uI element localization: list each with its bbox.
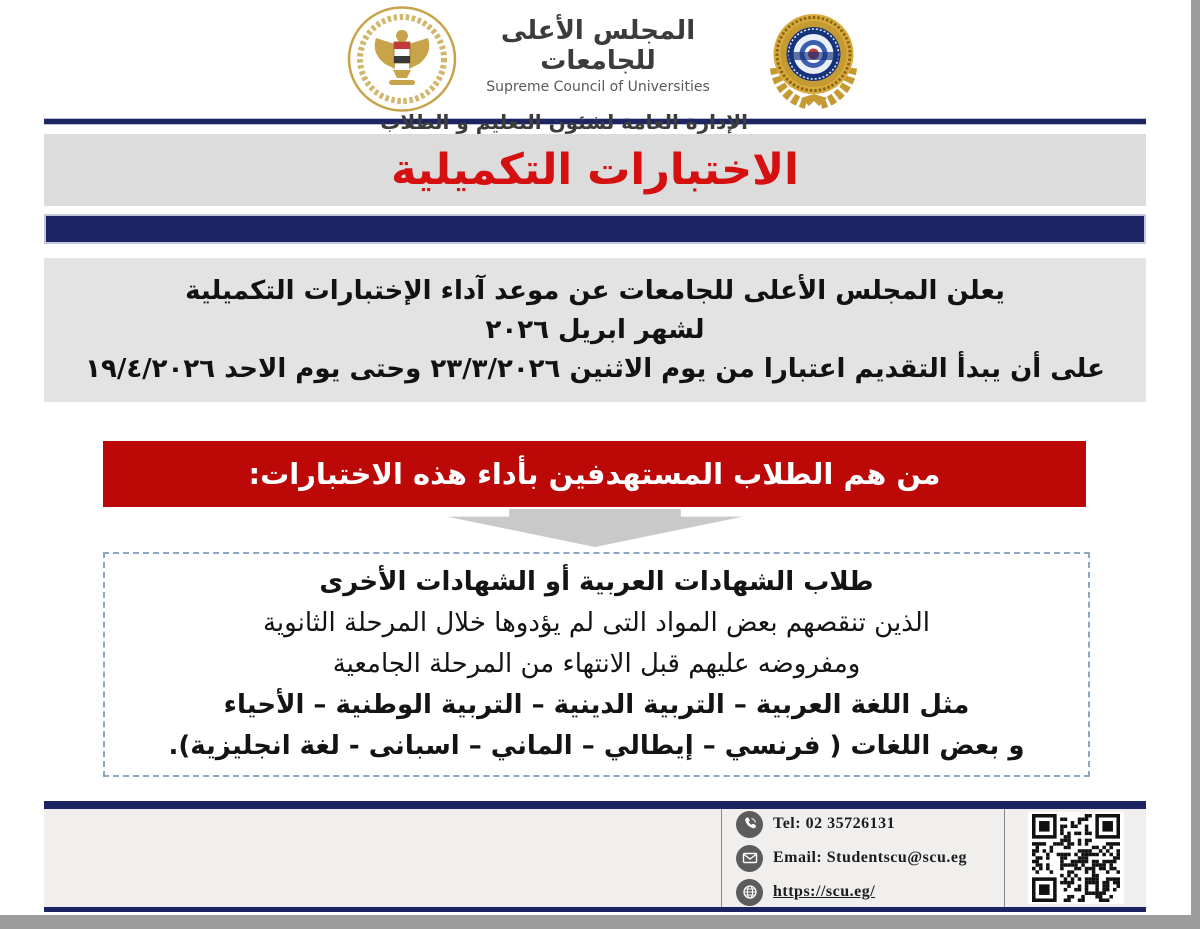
- footer: [44, 801, 1146, 912]
- target-question-text: من هم الطلاب المستهدفين بأداء هذه الاختبارات:: [248, 457, 941, 491]
- target-detail-line: مثل اللغة العربية – التربية الدينية – التربية الوطنية – الأحياء: [223, 690, 970, 720]
- target-detail-line: طلاب الشهادات العربية أو الشهادات الأخرى: [319, 567, 874, 597]
- main-title: الاختبارات التكميلية: [391, 145, 799, 195]
- footer-top-bar: [44, 801, 1146, 809]
- phone-row: [736, 811, 1004, 838]
- footer-body: [44, 809, 1146, 907]
- header: [0, 0, 1200, 134]
- announcement-line: لشهر ابريل ٢٠٢٦: [485, 314, 705, 345]
- page-edge-bottom: [0, 915, 1200, 929]
- main-title-banner: [44, 134, 1146, 206]
- header-titles: [380, 16, 748, 134]
- ministry-emblem-logo: [347, 6, 457, 112]
- email-icon: [736, 845, 763, 872]
- footer-bottom-bar: [44, 907, 1146, 912]
- announcement-line: على أن يبدأ التقديم اعتبارا من يوم الاثنين ٢٣/٣/٢٠٢٦ وحتى يوم الاحد ١٩/٤/٢٠٢٦: [85, 353, 1105, 384]
- footer-empty-area: [44, 809, 721, 907]
- email-address[interactable]: Email: Studentscu@scu.eg: [773, 849, 968, 866]
- qr-code: [1028, 812, 1124, 904]
- divider-bar-navy: [44, 214, 1146, 244]
- qr-area: [1005, 809, 1146, 907]
- email-row: [736, 845, 1004, 872]
- target-detail-line: الذين تنقصهم بعض المواد التى لم يؤدوها خلال المرحلة الثانوية: [262, 608, 930, 638]
- down-arrow-icon: [447, 509, 743, 547]
- document-body: [44, 118, 1146, 912]
- website-row: [736, 879, 1004, 906]
- org-name-arabic: المجلس الأعلى للجامعات: [500, 16, 696, 76]
- org-name-english: Supreme Council of Universities: [486, 79, 710, 95]
- announcement-line: يعلن المجلس الأعلى للجامعات عن موعد آداء الإختبارات التكميلية: [185, 275, 1005, 306]
- website-link[interactable]: https://scu.eg/: [773, 883, 876, 900]
- announcement-box: [44, 258, 1146, 402]
- department-name-arabic: الإدارة العامة لشئون التعليم و الطلاب: [380, 110, 748, 134]
- target-students-box: [103, 552, 1090, 777]
- phone-number: Tel: 02 35726131: [773, 815, 896, 832]
- target-detail-line: و بعض اللغات ( فرنسي – إيطالي – الماني – اسبانى - لغة انجليزية).: [168, 731, 1025, 761]
- page-edge-right: [1191, 0, 1200, 929]
- target-question-banner: [103, 441, 1086, 507]
- phone-icon: [736, 811, 763, 838]
- qr-code-image: [1032, 814, 1120, 902]
- scu-medal-logo: [762, 8, 865, 112]
- globe-icon: [736, 879, 763, 906]
- contact-info: [722, 809, 1004, 907]
- target-detail-line: ومفروضه عليهم قبل الانتهاء من المرحلة الجامعية: [332, 649, 861, 679]
